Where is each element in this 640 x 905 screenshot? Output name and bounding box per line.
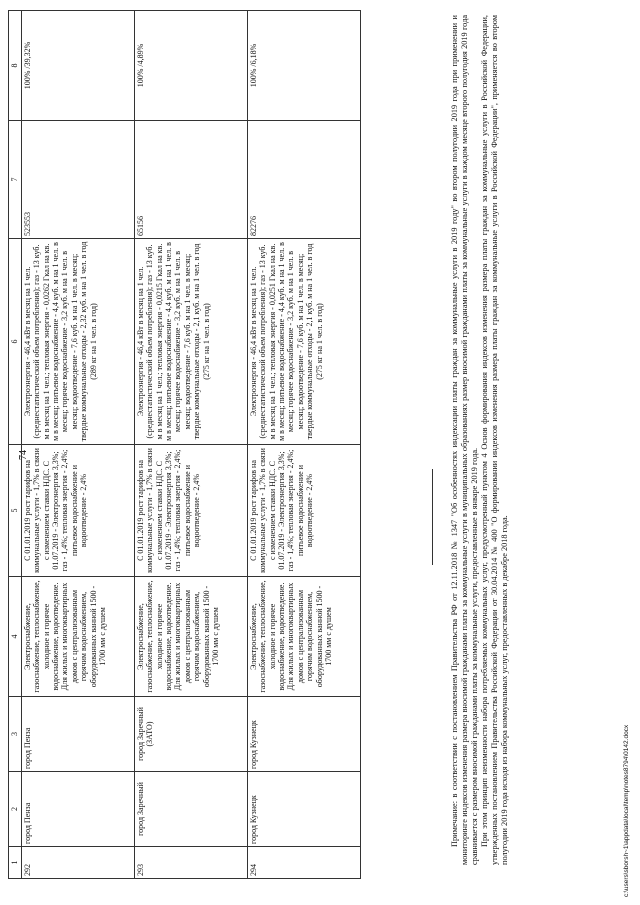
header-cell: 3 xyxy=(9,697,22,772)
table-row xyxy=(248,11,361,879)
file-path-footer: c:\users\sborsh~1\appdata\local\temp\notes8794\0142.docx xyxy=(623,724,630,897)
notes-section xyxy=(450,15,510,865)
services-cell: Электроснабжение, газоснабжение, теплоснабжение, холодное и горячее водоснабжение, водоотведение. Для жилых и многоквартирных домов с централизованным горячим водоснабжением, оборудованных ванной 1500 - 1700 мм с душем xyxy=(248,577,361,697)
percent-cell: 100% /6,18% xyxy=(248,11,361,121)
services-cell: Электроснабжение, газоснабжение, теплоснабжение, холодное и горячее водоснабжение, водоотведение. Для жилых и многоквартирных домов с централизованным горячим водоснабжением, оборудованных ванной 1500 - 1700 мм с душем xyxy=(22,577,135,697)
header-cell: 5 xyxy=(9,445,22,577)
header-cell: 4 xyxy=(9,577,22,697)
population-cell: 523553 xyxy=(22,121,135,239)
municipality-cell: город Заречный xyxy=(135,772,248,847)
tariff-table xyxy=(8,10,361,879)
settlement-cell: город Пенза xyxy=(22,697,135,772)
municipality-cell: город Кузнецк xyxy=(248,772,361,847)
tariff-cell: С 01.01.2019 рост тарифов на коммунальные услуги - 1,7% в связи с изменением ставки НДС. С 01.07.2019 - Электроэнергия 3,3%; газ - 1,4%; тепловая энергия - 2,4%; питьевое водоснабжение и водоотведение - 2,4% xyxy=(22,445,135,577)
note-paragraph: При этом принцип неизменности набора потребляемых коммунальных услуг, предусмотренный пунктом 4 Основ формирования индексов изменения размера платы граждан за коммунальные услуги в Российской Федерации, утвержденных постановлением Правительства Российской Федерации от 30.04.2014 № 400 "О формировании индексов изменения размера платы граждан за коммунальные услуги в Российской Федерации", применяется во втором полугодии 2019 года исходя из набора коммунальных услуг, предоставленных в декабре 2018 года. xyxy=(479,15,509,865)
row-number: 292 xyxy=(22,847,135,879)
services-cell: Электроснабжение, газоснабжение, теплоснабжение, холодное и горячее водоснабжение, водоотведение. Для жилых и многоквартирных домов с централизованным горячим водоснабжением, оборудованных ванной 1500 - 1700 мм с душем xyxy=(135,577,248,697)
tariff-cell: С 01.01.2019 рост тарифов на коммунальные услуги - 1,7% в связи с изменением ставки НДС. С 01.07.2019 - Электроэнергия 3,3%; газ - 1,4%; тепловая энергия - 2,4%; питьевое водоснабжение и водоотведение - 2,4% xyxy=(248,445,361,577)
row-number: 293 xyxy=(135,847,248,879)
population-cell: 65156 xyxy=(135,121,248,239)
page-number: 74 xyxy=(18,450,29,460)
settlement-cell: город Кузнецк xyxy=(248,697,361,772)
volume-cell: Электроэнергия - 46,4 кВт в месяц на 1 чел. (среднестатистический объем потребления); газ - 13 куб. м в месяц на 1 чел.; тепловая энергия - 0,0215 Гкал на кв. м в месяц; питьевое водоснабжение - 4,4 куб. м на 1 чел. в месяц; горячее водоснабжение - 3,2 куб. м на 1 чел. в месяц; водоотведение - 7,6 куб. м на 1 чел. в месяц; твердые коммунальные отходы - 2,1 куб. м на 1 чел. в год (275 кг на 1 чел. в год) xyxy=(135,239,248,445)
header-cell: 1 xyxy=(9,847,22,879)
percent-cell: 100% /4,89% xyxy=(135,11,248,121)
header-cell: 2 xyxy=(9,772,22,847)
divider xyxy=(432,469,433,565)
table-row xyxy=(22,11,135,879)
volume-cell: Электроэнергия - 46,4 кВт в месяц на 1 чел. (среднестатистический объем потребления); газ - 13 куб. м в месяц на 1 чел.; тепловая энергия - 0,0262 Гкал на кв. м в месяц; питьевое водоснабжение - 4,4 куб. м на 1 чел. в месяц; горячее водоснабжение - 3,2 куб. м на 1 чел. в месяц; водоотведение - 7,6 куб. м на 1 чел. в месяц; твердые коммунальные отходы - 2,32 куб. м на 1 чел. в год (289 кг на 1 чел. в год) xyxy=(22,239,135,445)
table-header-row xyxy=(9,11,22,879)
municipality-cell: город Пенза xyxy=(22,772,135,847)
settlement-cell: город Заречный (ЗАТО) xyxy=(135,697,248,772)
population-cell: 82276 xyxy=(248,121,361,239)
header-cell: 7 xyxy=(9,121,22,239)
row-number: 294 xyxy=(248,847,361,879)
tariff-cell: С 01.01.2019 рост тарифов на коммунальные услуги - 1,7% в связи с изменением ставки НДС. С 01.07.2019 - Электроэнергия 3,3%; газ - 1,4%; тепловая энергия - 2,4%; питьевое водоснабжение и водоотведение - 2,4% xyxy=(135,445,248,577)
header-cell: 6 xyxy=(9,239,22,445)
header-cell: 8 xyxy=(9,11,22,121)
percent-cell: 100% /39,32% xyxy=(22,11,135,121)
note-paragraph: Примечание: в соответствии с постановлением Правительства РФ от 12.11.2018 № 1347 "Об особенностях индексации платы граждан за коммунальные услуги в 2019 году" во втором полугодии 2019 года при применении и мониторинге индексов изменения размера вносимой гражданами платы за коммунальные услуги в муниципальных образованиях размер вносимой гражданами платы за коммунальные услуги в каждом месяце второго полугодия 2019 года сравнивается с размером вносимой гражданами платы за коммунальные услуги, предоставленные в январе 2019 года. xyxy=(450,15,479,865)
volume-cell: Электроэнергия - 46,4 кВт в месяц на 1 чел. (среднестатистический объем потребления); газ - 13 куб. м в месяц на 1 чел.; тепловая энергия - 0,0251 Гкал на кв. м в месяц; питьевое водоснабжение - 4,4 куб. м на 1 чел. в месяц; горячее водоснабжение - 3,2 куб. м на 1 чел. в месяц; водоотведение - 7,6 куб. м на 1 чел. в месяц; твердые коммунальные отходы - 2,1 куб. м на 1 чел. в год (275 кг на 1 чел. в год) xyxy=(248,239,361,445)
table-row xyxy=(135,11,248,879)
